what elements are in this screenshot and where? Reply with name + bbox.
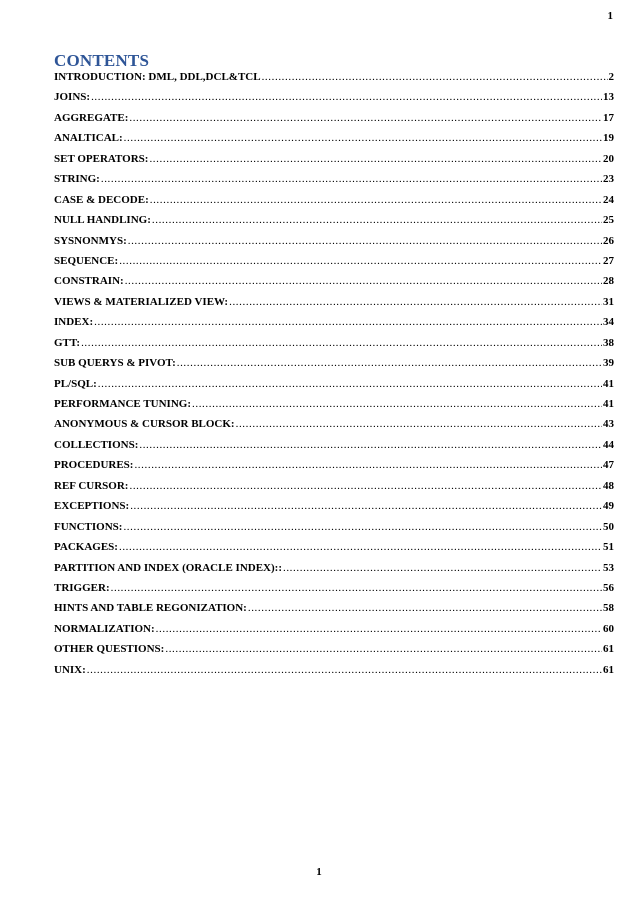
toc-entry-title: SYSNONMYS:	[54, 234, 127, 247]
toc-entry-page: 61	[603, 663, 614, 676]
toc-entry-page: 27	[603, 254, 614, 267]
toc-dot-leader	[152, 214, 602, 226]
toc-dot-leader	[123, 521, 602, 533]
toc-entry-packages[interactable]	[54, 541, 614, 561]
toc-entry-page: 28	[603, 275, 614, 288]
header-page-number: 1	[607, 10, 613, 22]
toc-entry-page: 50	[603, 520, 614, 533]
toc-entry-set-operators[interactable]	[54, 153, 614, 173]
toc-entry-page: 31	[603, 295, 614, 308]
toc-dot-leader	[139, 439, 602, 451]
toc-entry-page: 13	[603, 91, 614, 104]
toc-entry-normalization[interactable]	[54, 623, 614, 643]
toc-entry-title: PARTITION AND INDEX (ORACLE INDEX)::	[54, 561, 282, 574]
toc-dot-leader	[262, 71, 608, 83]
toc-entry-collections[interactable]	[54, 439, 614, 459]
toc-entry-page: 2	[608, 71, 614, 83]
toc-dot-leader	[192, 398, 602, 410]
toc-entry-title: CONSTRAIN:	[54, 275, 124, 288]
toc-dot-leader	[125, 275, 602, 287]
toc-dot-leader	[236, 418, 602, 430]
toc-entry-page: 48	[603, 479, 614, 492]
toc-entry-unix[interactable]	[54, 664, 614, 684]
toc-entry-page: 61	[603, 643, 614, 656]
toc-entry-performance-tuning[interactable]	[54, 398, 614, 418]
toc-entry-page: 39	[603, 357, 614, 370]
toc-entry-title: STRING:	[54, 173, 100, 186]
toc-entry-title: PACKAGES:	[54, 541, 118, 554]
toc-dot-leader	[87, 664, 602, 676]
toc-entry-views[interactable]	[54, 296, 614, 316]
toc-entry-title: AGGREGATE:	[54, 111, 129, 124]
toc-dot-leader	[81, 337, 602, 349]
toc-dot-leader	[149, 153, 602, 165]
toc-entry-title: PROCEDURES:	[54, 459, 134, 472]
toc-entry-page: 56	[603, 581, 614, 594]
toc-entry-other-questions[interactable]	[54, 643, 614, 663]
toc-entry-title: JOINS:	[54, 91, 91, 104]
toc-entry-string[interactable]	[54, 173, 614, 193]
toc-entry-title: OTHER QUESTIONS:	[54, 643, 165, 656]
toc-entry-trigger[interactable]	[54, 582, 614, 602]
footer-page-number: 1	[316, 866, 322, 878]
toc-entry-partition-index[interactable]	[54, 562, 614, 582]
toc-entry-page: 23	[603, 173, 614, 186]
toc-entry-title: EXCEPTIONS:	[54, 500, 130, 513]
toc-dot-leader	[150, 194, 602, 206]
toc-entry-page: 20	[603, 152, 614, 165]
toc-entry-title: TRIGGER:	[54, 581, 110, 594]
toc-dot-leader	[119, 255, 602, 267]
toc-dot-leader	[119, 541, 602, 553]
toc-entry-sysnonmys[interactable]	[54, 235, 614, 255]
toc-entry-page: 58	[603, 602, 614, 615]
toc-list	[54, 71, 614, 684]
toc-dot-leader	[177, 357, 602, 369]
toc-entry-constrain[interactable]	[54, 275, 614, 295]
toc-entry-hints-table-regonization[interactable]	[54, 602, 614, 622]
toc-entry-page: 17	[603, 111, 614, 124]
toc-entry-plsql[interactable]	[54, 378, 614, 398]
toc-entry-page: 41	[603, 398, 614, 410]
toc-entry-title: SEQUENCE:	[54, 254, 119, 267]
toc-dot-leader	[248, 602, 602, 614]
toc-dot-leader	[283, 562, 602, 574]
toc-entry-title: FUNCTIONS:	[54, 520, 123, 533]
toc-entry-title: PERFORMANCE TUNING:	[54, 398, 191, 410]
toc-entry-null-handling[interactable]	[54, 214, 614, 234]
toc-dot-leader	[129, 480, 602, 492]
toc-entry-title: NULL HANDLING:	[54, 214, 151, 227]
toc-entry-page: 53	[603, 561, 614, 574]
toc-dot-leader	[134, 459, 602, 471]
toc-dot-leader	[130, 500, 602, 512]
toc-entry-sub-querys-pivot[interactable]	[54, 357, 614, 377]
toc-dot-leader	[124, 132, 602, 144]
toc-entry-aggregate[interactable]	[54, 112, 614, 132]
toc-entry-case-decode[interactable]	[54, 194, 614, 214]
toc-dot-leader	[94, 316, 602, 328]
toc-entry-page: 25	[603, 214, 614, 227]
toc-entry-page: 43	[603, 418, 614, 431]
toc-entry-title: GTT:	[54, 336, 81, 349]
toc-entry-sequence[interactable]	[54, 255, 614, 275]
toc-dot-leader	[165, 643, 602, 655]
toc-entry-page: 41	[603, 377, 614, 390]
toc-entry-page: 60	[603, 622, 614, 635]
toc-dot-leader	[128, 235, 602, 247]
toc-entry-introduction[interactable]	[54, 71, 614, 91]
toc-entry-page: 44	[603, 438, 614, 451]
toc-entry-title: HINTS AND TABLE REGONIZATION:	[54, 602, 247, 615]
toc-entry-title: PL/SQL:	[54, 377, 97, 390]
toc-entry-page: 19	[603, 132, 614, 145]
toc-entry-page: 49	[603, 500, 614, 513]
toc-heading: CONTENTS	[54, 51, 150, 70]
toc-entry-page: 51	[603, 541, 614, 554]
toc-entry-page: 47	[603, 459, 614, 472]
toc-entry-page: 38	[603, 336, 614, 349]
toc-dot-leader	[91, 91, 602, 103]
toc-entry-page: 24	[603, 193, 614, 206]
toc-entry-title: COLLECTIONS:	[54, 438, 139, 451]
toc-entry-title: NORMALIZATION:	[54, 622, 155, 635]
toc-entry-page: 26	[603, 234, 614, 247]
toc-entry-index[interactable]	[54, 316, 614, 336]
toc-entry-title: SET OPERATORS:	[54, 152, 149, 165]
toc-entry-title: UNIX:	[54, 663, 86, 676]
toc-entry-title: INDEX:	[54, 316, 94, 329]
toc-entry-title: INTRODUCTION: DML, DDL,DCL&TCL	[54, 71, 261, 83]
toc-entry-joins[interactable]	[54, 91, 614, 111]
toc-entry-title: ANONYMOUS & CURSOR BLOCK:	[54, 418, 235, 431]
toc-dot-leader	[101, 173, 602, 185]
toc-entry-title: REF CURSOR:	[54, 479, 129, 492]
toc-entry-procedures[interactable]	[54, 459, 614, 479]
toc-entry-analtical[interactable]	[54, 132, 614, 152]
toc-dot-leader	[98, 378, 602, 390]
toc-dot-leader	[156, 623, 602, 635]
toc-dot-leader	[229, 296, 602, 308]
toc-entry-gtt[interactable]	[54, 337, 614, 357]
toc-entry-page: 34	[603, 316, 614, 329]
toc-dot-leader	[111, 582, 602, 594]
toc-entry-title: VIEWS & MATERIALIZED VIEW:	[54, 295, 229, 308]
toc-entry-anonymous-cursor-block[interactable]	[54, 418, 614, 438]
toc-entry-ref-cursor[interactable]	[54, 480, 614, 500]
toc-entry-functions[interactable]	[54, 521, 614, 541]
toc-entry-exceptions[interactable]	[54, 500, 614, 520]
toc-entry-title: SUB QUERYS & PIVOT:	[54, 357, 176, 370]
toc-entry-title: CASE & DECODE:	[54, 193, 149, 206]
toc-dot-leader	[129, 112, 602, 124]
toc-entry-title: ANALTICAL:	[54, 132, 123, 145]
